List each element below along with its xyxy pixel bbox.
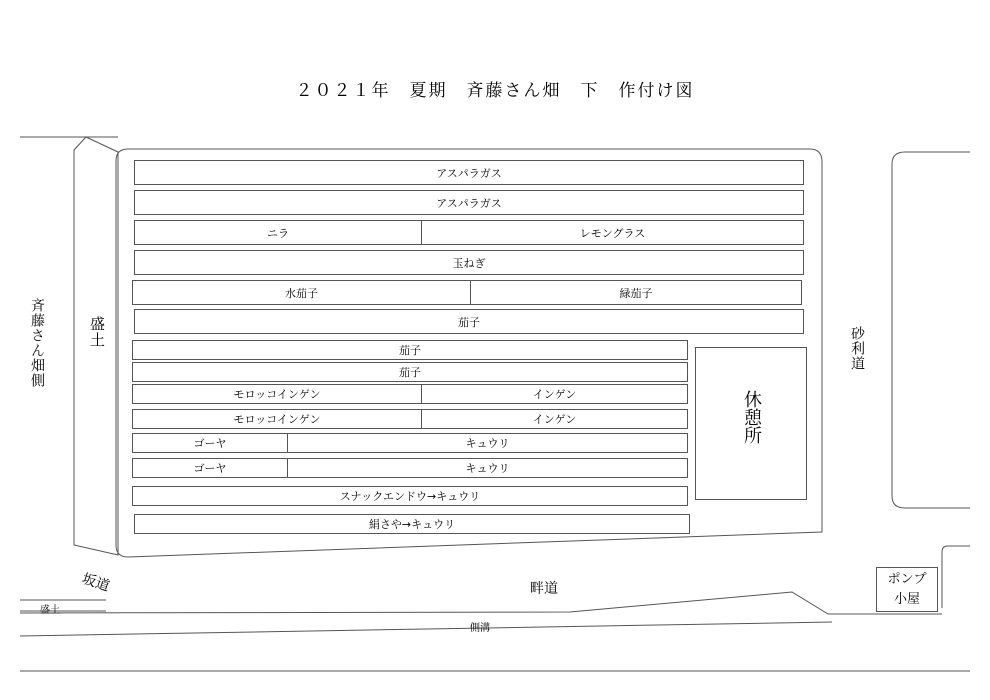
bed-row-9: [132, 384, 688, 404]
crop-label: アスパラガス: [436, 166, 502, 180]
bed-row-13: [132, 486, 688, 506]
crop-label: モロッコインゲン: [233, 388, 321, 401]
crop-label: キュウリ: [287, 459, 687, 477]
bed-row-4: [134, 250, 804, 275]
saito-field-side-label: 斉藤さん畑側: [29, 298, 45, 388]
crop-label: スナックエンドウ→キュウリ: [339, 490, 481, 503]
gravel-road-label: 砂利道: [849, 326, 865, 371]
crop-label: 茄子: [399, 366, 421, 379]
crop-label: 茄子: [399, 344, 421, 357]
crop-label: 茄子: [458, 315, 480, 329]
crop-label: ニラ: [267, 226, 289, 240]
crop-label: ゴーヤ: [193, 437, 227, 450]
crop-label: 緑茄子: [470, 281, 801, 304]
crop-label: 絹さや→キュウリ: [368, 518, 456, 531]
pump-shed: [876, 567, 938, 612]
crop-label: インゲン: [421, 410, 687, 428]
ridge-road-lower-line: [20, 592, 942, 614]
bed-row-1: [134, 160, 804, 185]
bed-row-8: [132, 362, 688, 382]
bed-row-7: [132, 340, 688, 360]
bed-row-11: [132, 433, 688, 453]
crop-label: アスパラガス: [436, 196, 502, 210]
pump-shed-label-line1: ポンプ: [887, 572, 927, 587]
crop-label: モロッコインゲン: [233, 413, 321, 426]
bed-row-5: [132, 280, 802, 305]
crop-label: インゲン: [421, 385, 687, 403]
bed-row-3: [134, 220, 804, 245]
right-field-outline: [892, 152, 970, 508]
bed-row-14: [134, 514, 690, 534]
mound-bottom-label: 盛土: [40, 605, 60, 616]
side-ditch-line: [20, 622, 832, 636]
page-title: ２０２１年 夏期 斉藤さん畑 下 作付け図: [295, 81, 695, 101]
bed-row-2: [134, 190, 804, 215]
pump-surround: [942, 546, 970, 608]
side-ditch-label: 側溝: [470, 623, 490, 634]
crop-label: ゴーヤ: [193, 462, 227, 475]
bed-row-10: [132, 409, 688, 429]
bed-row-6: [134, 309, 804, 334]
crop-label: レモングラス: [421, 221, 803, 244]
bed-row-12: [132, 458, 688, 478]
crop-label: 水茄子: [285, 286, 318, 300]
rest-area-label: 休憩所: [741, 390, 762, 444]
ridge-road-label: 畔道: [530, 581, 558, 597]
crop-label: 玉ねぎ: [452, 256, 486, 270]
pump-shed-label-line2: 小屋: [893, 592, 920, 607]
rest-area: [695, 347, 807, 500]
slope-road-label: 坂道: [79, 571, 112, 595]
crop-label: キュウリ: [287, 434, 687, 452]
mound-label: 盛土: [88, 316, 106, 348]
